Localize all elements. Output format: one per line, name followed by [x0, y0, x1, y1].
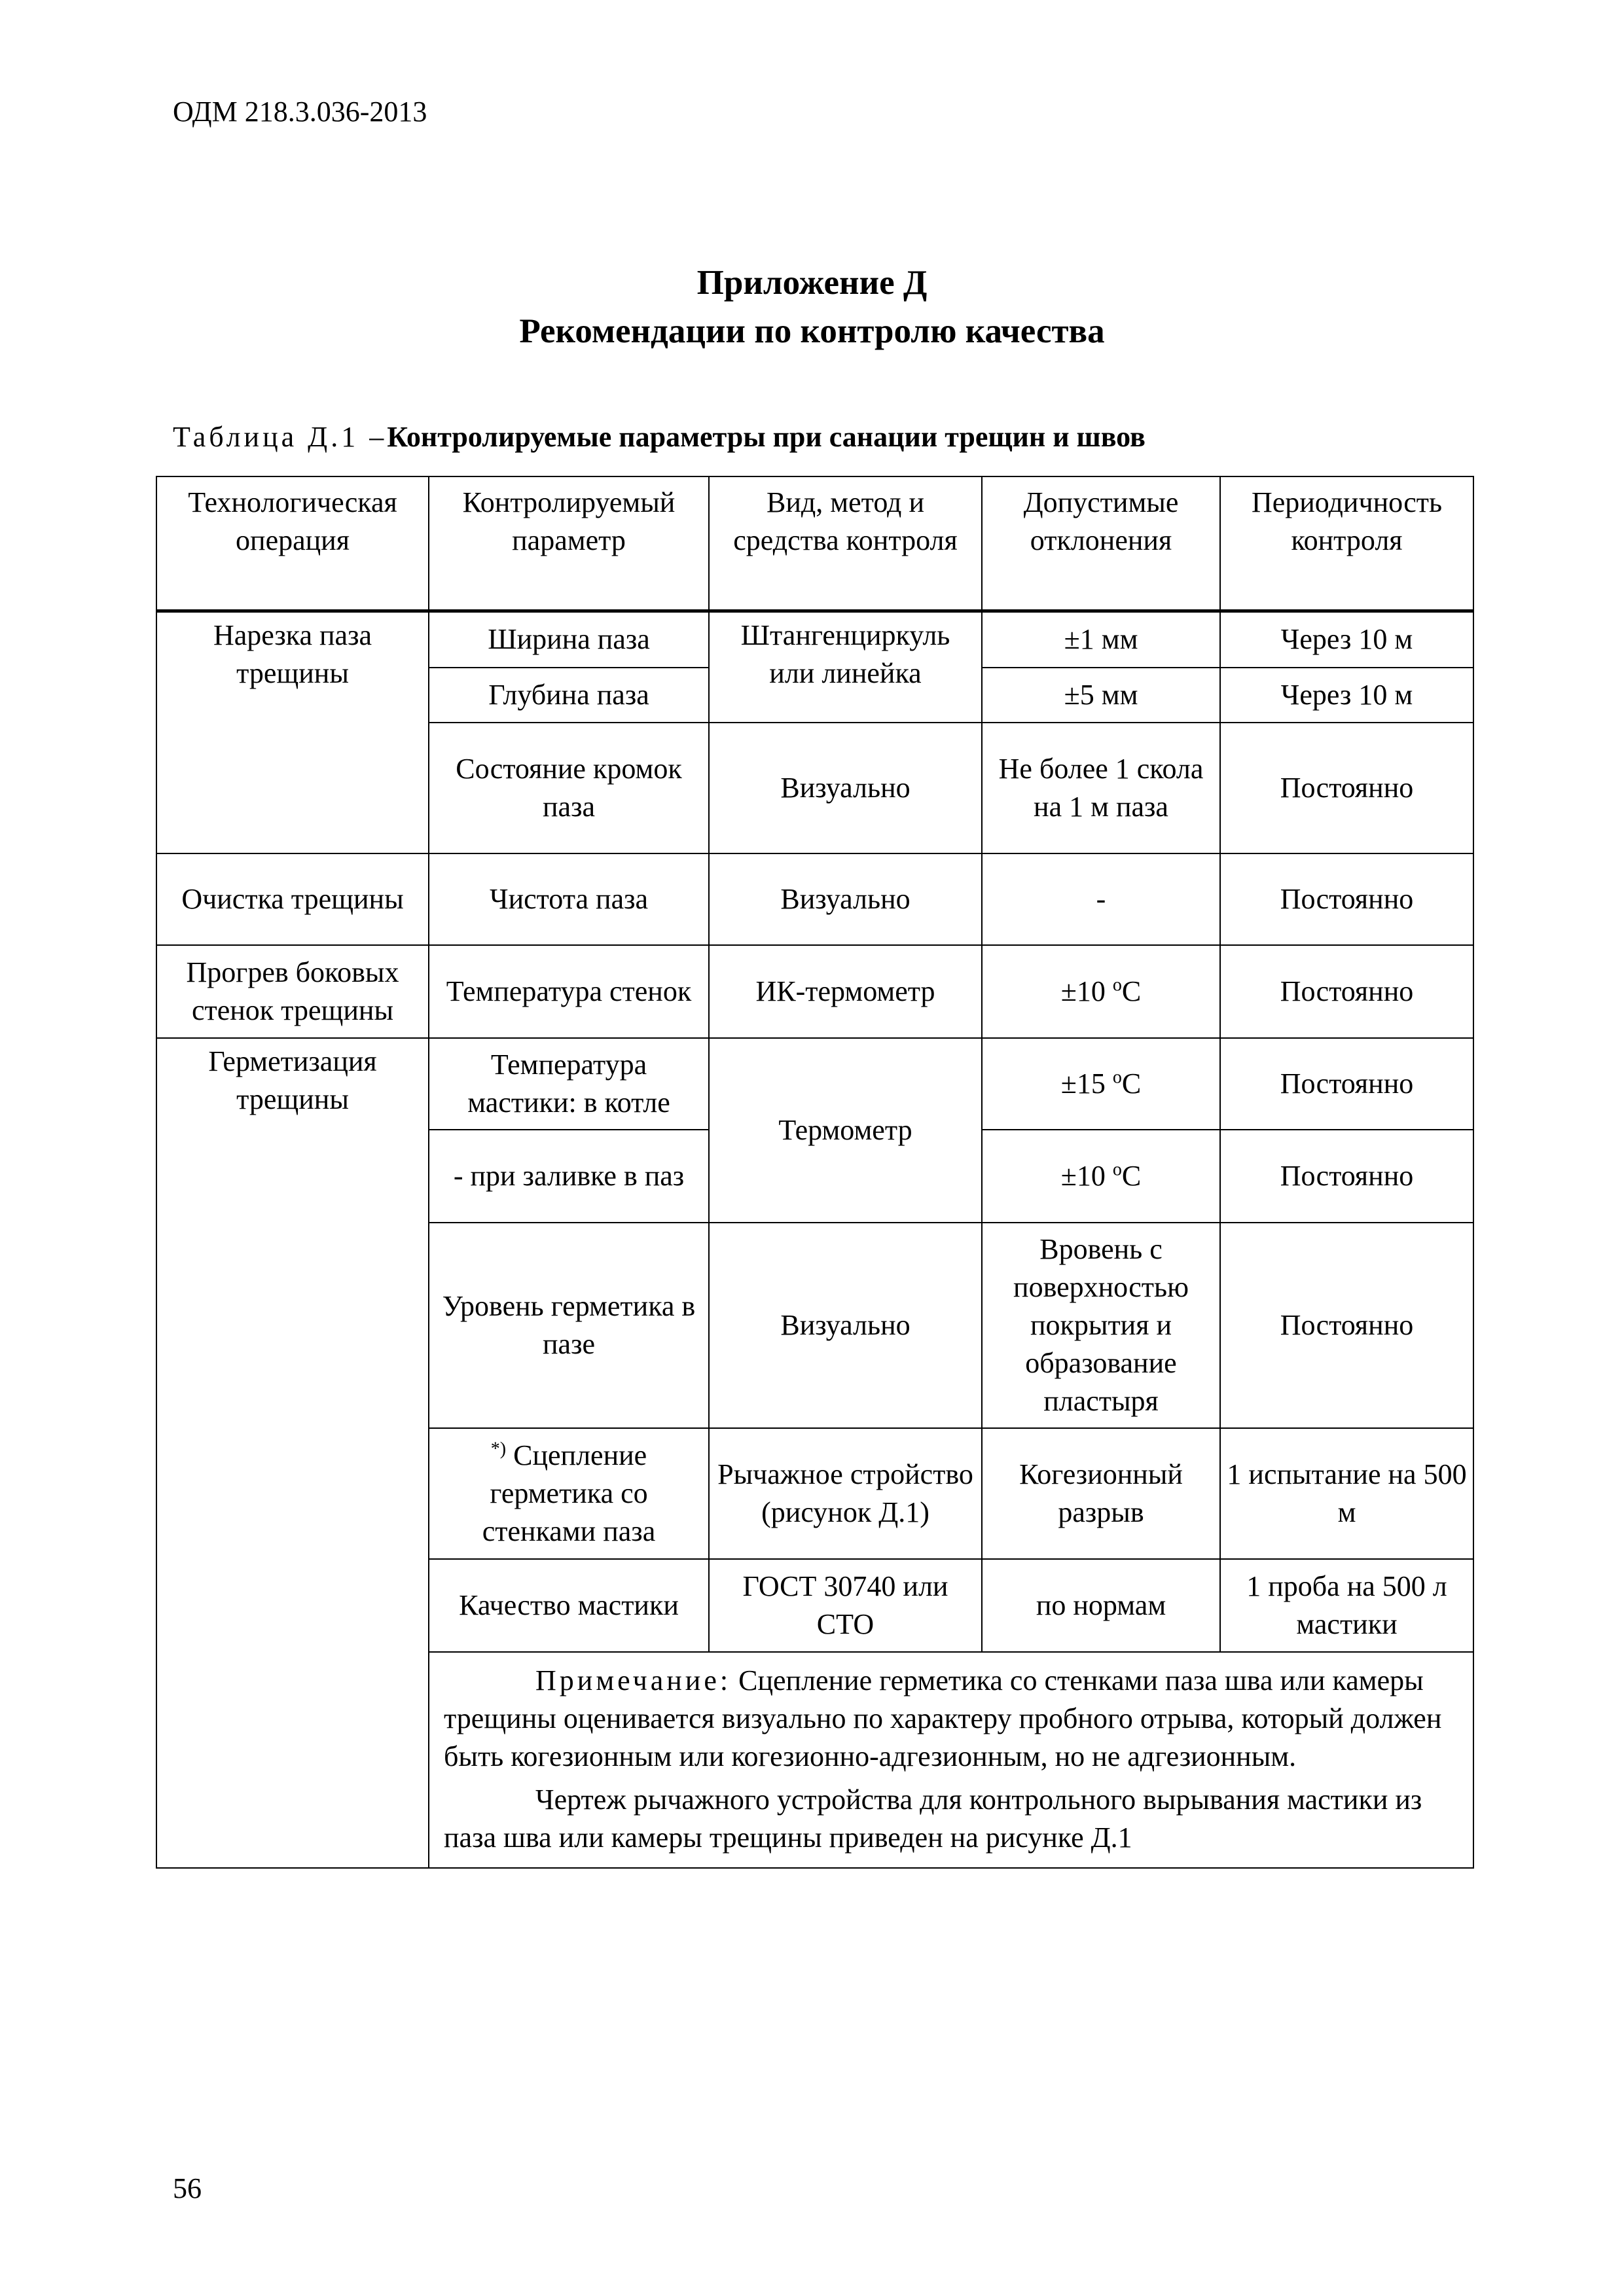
- method-cell: ГОСТ 30740 или СТО: [709, 1559, 982, 1652]
- table-header-row: [156, 476, 1473, 611]
- parameter-cell: Чистота паза: [429, 853, 709, 945]
- tolerance-unit: С: [1121, 1067, 1142, 1100]
- periodicity-cell: Постоянно: [1220, 723, 1473, 853]
- parameter-cell: Ширина паза: [429, 611, 709, 668]
- operation-cell: Очистка трещины: [156, 853, 429, 945]
- parameter-cell: Уровень герметика в пазе: [429, 1223, 709, 1428]
- tolerance-value: ±15: [1060, 1067, 1113, 1100]
- header-tolerance: Допустимые отклонения: [982, 476, 1220, 611]
- degree-mark: о: [1112, 1066, 1122, 1087]
- periodicity-cell: Постоянно: [1220, 853, 1473, 945]
- method-cell: ИК-термометр: [709, 945, 982, 1038]
- periodicity-cell: Постоянно: [1220, 1223, 1473, 1428]
- parameter-cell: Состояние кромок паза: [429, 723, 709, 853]
- tolerance-cell: Вровень с поверхностью покрытия и образование пластыря: [982, 1223, 1220, 1428]
- tolerance-value: ±10: [1060, 1159, 1113, 1192]
- table-caption-prefix: Таблица Д.1 –: [173, 421, 388, 453]
- periodicity-cell: Постоянно: [1220, 945, 1473, 1038]
- parameter-cell: - при заливке в паз: [429, 1130, 709, 1223]
- parameter-text: Сцепление герметика со стенками паза: [482, 1439, 656, 1547]
- periodicity-cell: 1 испытание на 500 м: [1220, 1428, 1473, 1559]
- degree-mark: о: [1112, 1158, 1122, 1179]
- footnote-mark: *): [490, 1438, 507, 1459]
- parameter-cell: Глубина паза: [429, 668, 709, 723]
- note-label: Примечание:: [535, 1664, 732, 1696]
- appendix-title-line1: Приложение Д: [696, 264, 928, 302]
- note-paragraph-2: Чертеж рычажного устройства для контрольного вырывания мастики из паза шва или камеры трещины приведен на рисунке Д.1: [444, 1783, 1422, 1854]
- method-cell: Визуально: [709, 723, 982, 853]
- header-periodicity: Периодичность контроля: [1220, 476, 1473, 611]
- note-paragraph-1: [444, 1662, 1458, 1776]
- table-row: [156, 1038, 1473, 1130]
- method-cell: Термометр: [709, 1038, 982, 1223]
- table-note: [429, 1652, 1473, 1868]
- document-code: ОДМ 218.3.036-2013: [173, 96, 427, 128]
- method-cell: Визуально: [709, 1223, 982, 1428]
- tolerance-cell: [982, 1130, 1220, 1223]
- method-cell: Визуально: [709, 853, 982, 945]
- quality-control-table: [156, 476, 1474, 1869]
- tolerance-cell: ±5 мм: [982, 668, 1220, 723]
- method-cell: Штангенциркуль или линейка: [709, 611, 982, 723]
- tolerance-unit: С: [1121, 975, 1142, 1007]
- tolerance-cell: ±1 мм: [982, 611, 1220, 668]
- note-text-1: Сцепление герметика со стенками паза шва или камеры трещины оценивается визуально по характеру пробного отрыва, который должен быть когезионным или когезионно-адгезионным, но не адгезионным.: [444, 1664, 1442, 1772]
- table-caption-text: Контролируемые параметры при санации трещин и швов: [387, 421, 1146, 453]
- method-cell: Рычажное стройство (рисунок Д.1): [709, 1428, 982, 1559]
- operation-cell: Прогрев боковых стенок трещины: [156, 945, 429, 1038]
- tolerance-cell: по нормам: [982, 1559, 1220, 1652]
- tolerance-cell: Не более 1 скола на 1 м паза: [982, 723, 1220, 853]
- table-row: [156, 611, 1473, 668]
- operation-cell: Герметизация трещины: [156, 1038, 429, 1868]
- tolerance-unit: С: [1121, 1159, 1142, 1192]
- tolerance-value: ±10: [1060, 975, 1113, 1007]
- periodicity-cell: Через 10 м: [1220, 611, 1473, 668]
- periodicity-cell: Постоянно: [1220, 1038, 1473, 1130]
- degree-mark: о: [1112, 974, 1122, 995]
- page-number: 56: [173, 2172, 202, 2204]
- appendix-title-line2: Рекомендации по контролю качества: [519, 312, 1105, 350]
- tolerance-cell: [982, 945, 1220, 1038]
- operation-cell: Нарезка паза трещины: [156, 611, 429, 853]
- header-method: Вид, метод и средства контроля: [709, 476, 982, 611]
- periodicity-cell: 1 проба на 500 л мастики: [1220, 1559, 1473, 1652]
- table-caption: [173, 420, 1146, 454]
- parameter-cell: Качество мастики: [429, 1559, 709, 1652]
- table-row: [156, 945, 1473, 1038]
- tolerance-cell: [982, 1038, 1220, 1130]
- parameter-cell: Температура стенок: [429, 945, 709, 1038]
- tolerance-cell: -: [982, 853, 1220, 945]
- header-parameter: Контролируемый параметр: [429, 476, 709, 611]
- table-row: [156, 853, 1473, 945]
- header-operation: Технологическая операция: [156, 476, 429, 611]
- appendix-title: [0, 259, 1624, 355]
- parameter-cell: Температура мастики: в котле: [429, 1038, 709, 1130]
- periodicity-cell: Через 10 м: [1220, 668, 1473, 723]
- periodicity-cell: Постоянно: [1220, 1130, 1473, 1223]
- tolerance-cell: Когезионный разрыв: [982, 1428, 1220, 1559]
- parameter-cell: [429, 1428, 709, 1559]
